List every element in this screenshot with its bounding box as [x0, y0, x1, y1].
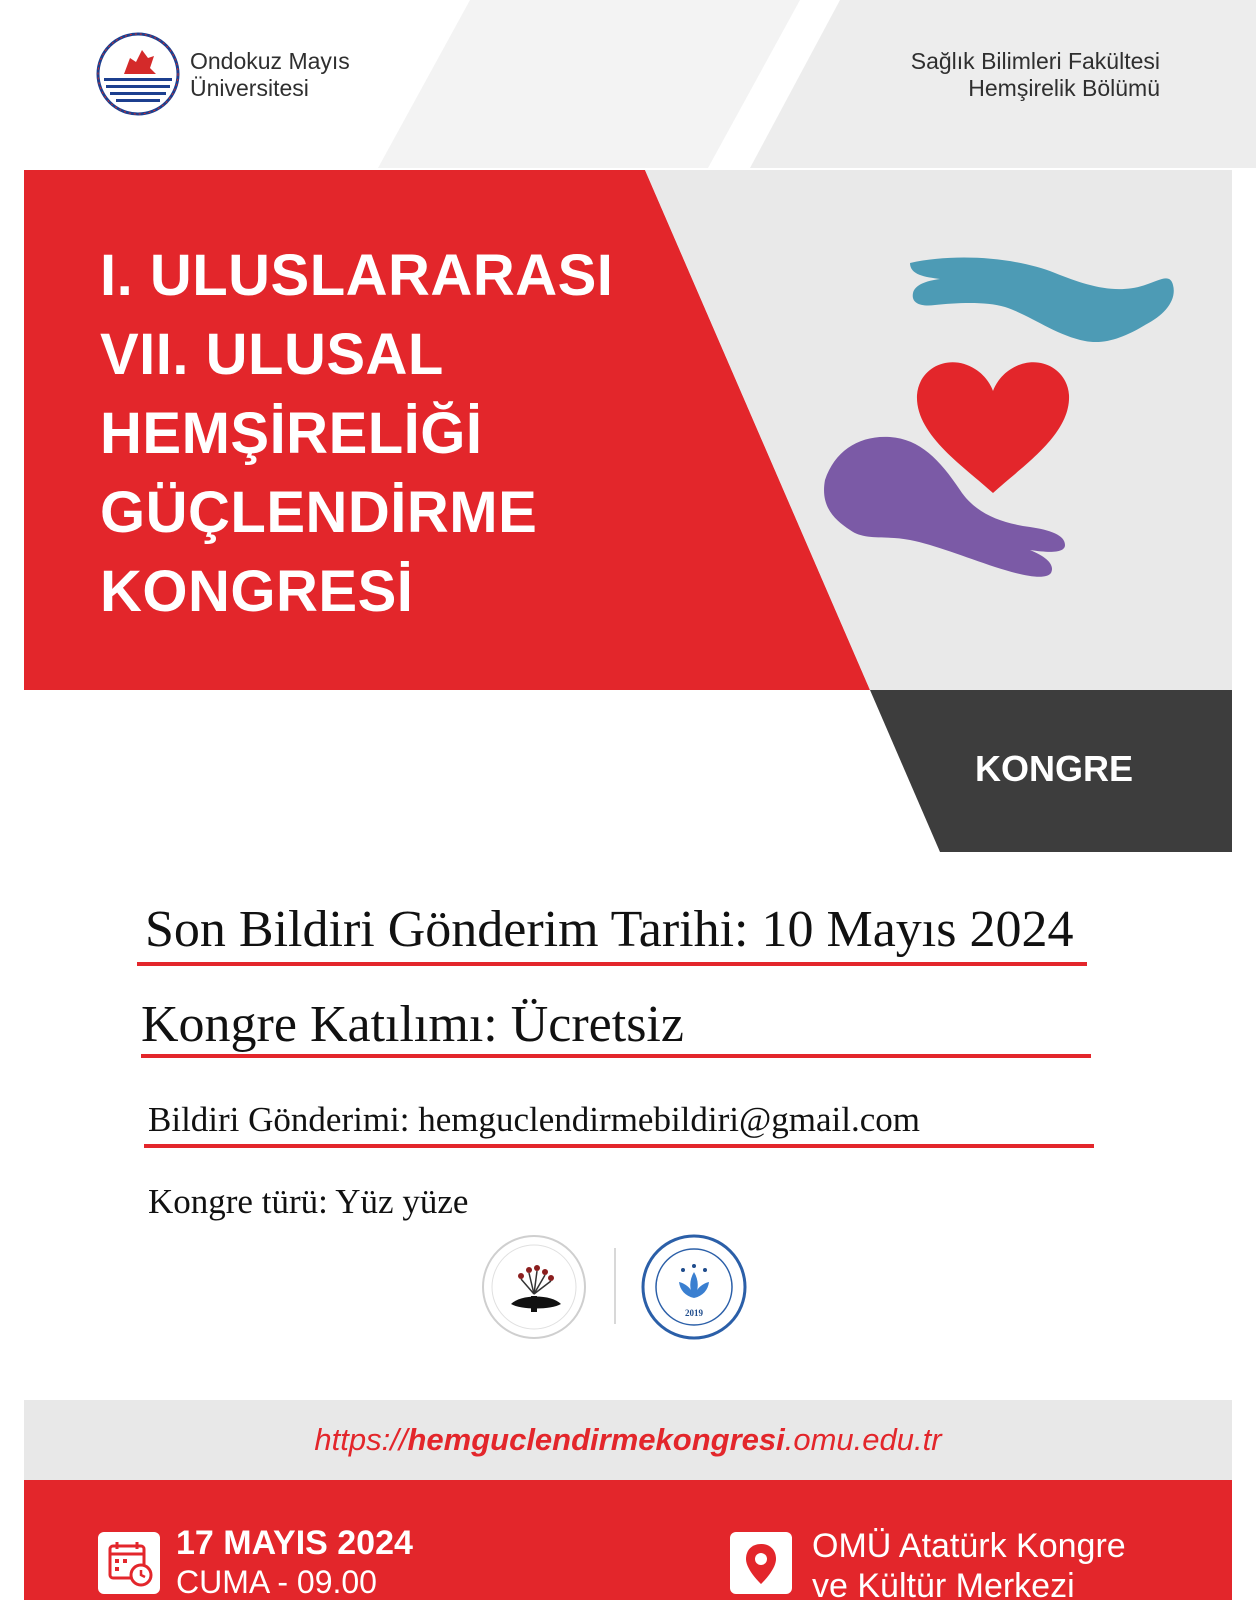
submission-email: Bildiri Gönderimi: hemguclendirmebildiri@gmail.com [148, 1100, 920, 1139]
participation-fee: Kongre Katılımı: Ücretsiz [141, 996, 684, 1053]
university-name-line1: Ondokuz Mayıs [190, 48, 350, 74]
location-pin-icon [730, 1532, 792, 1594]
university-name [190, 48, 350, 102]
venue-line2: ve Kültür Merkezi [812, 1567, 1075, 1605]
faculty-line1: Sağlık Bilimleri Fakültesi [910, 48, 1160, 74]
title-line-2: VII. ULUSAL [100, 322, 444, 387]
calendar-clock-icon [98, 1532, 160, 1594]
logo-divider [614, 1248, 616, 1324]
congress-title [100, 236, 700, 631]
url-domain: hemguclendirmekongresi [407, 1422, 785, 1457]
venue-line1: OMÜ Atatürk Kongre [812, 1527, 1126, 1565]
title-line-1: I. ULUSLARARASI [100, 243, 614, 308]
title-line-3: HEMŞİRELİĞİ [100, 401, 483, 466]
nursing-society-logo [481, 1234, 587, 1340]
url-suffix: .omu.edu.tr [784, 1422, 942, 1457]
title-line-4: GÜÇLENDİRME [100, 480, 538, 545]
faculty-name [911, 48, 1160, 102]
hands-heart-illustration [815, 245, 1195, 595]
divider-3 [144, 1144, 1094, 1148]
university-name-line2: Üniversitesi [190, 75, 309, 101]
association-year: 2019 [685, 1308, 703, 1318]
congress-tag: KONGRE [975, 748, 1134, 789]
university-logo [96, 32, 180, 116]
event-date: 17 MAYIS 2024 [176, 1524, 413, 1562]
congress-website-link[interactable] [0, 1400, 1256, 1480]
congress-type: Kongre türü: Yüz yüze [148, 1182, 469, 1221]
submission-deadline: Son Bildiri Gönderim Tarihi: 10 Mayıs 2024 [145, 901, 1074, 958]
teal-hand-icon [910, 258, 1174, 342]
title-line-5: KONGRESİ [100, 559, 414, 624]
event-venue [812, 1526, 1126, 1606]
url-prefix: https:// [314, 1422, 408, 1457]
department-line: Hemşirelik Bölümü [968, 75, 1160, 101]
event-day-time: CUMA - 09.00 [176, 1564, 377, 1600]
divider-1 [137, 962, 1087, 966]
divider-2 [141, 1054, 1091, 1058]
community-empowerment-association-logo [641, 1234, 747, 1340]
